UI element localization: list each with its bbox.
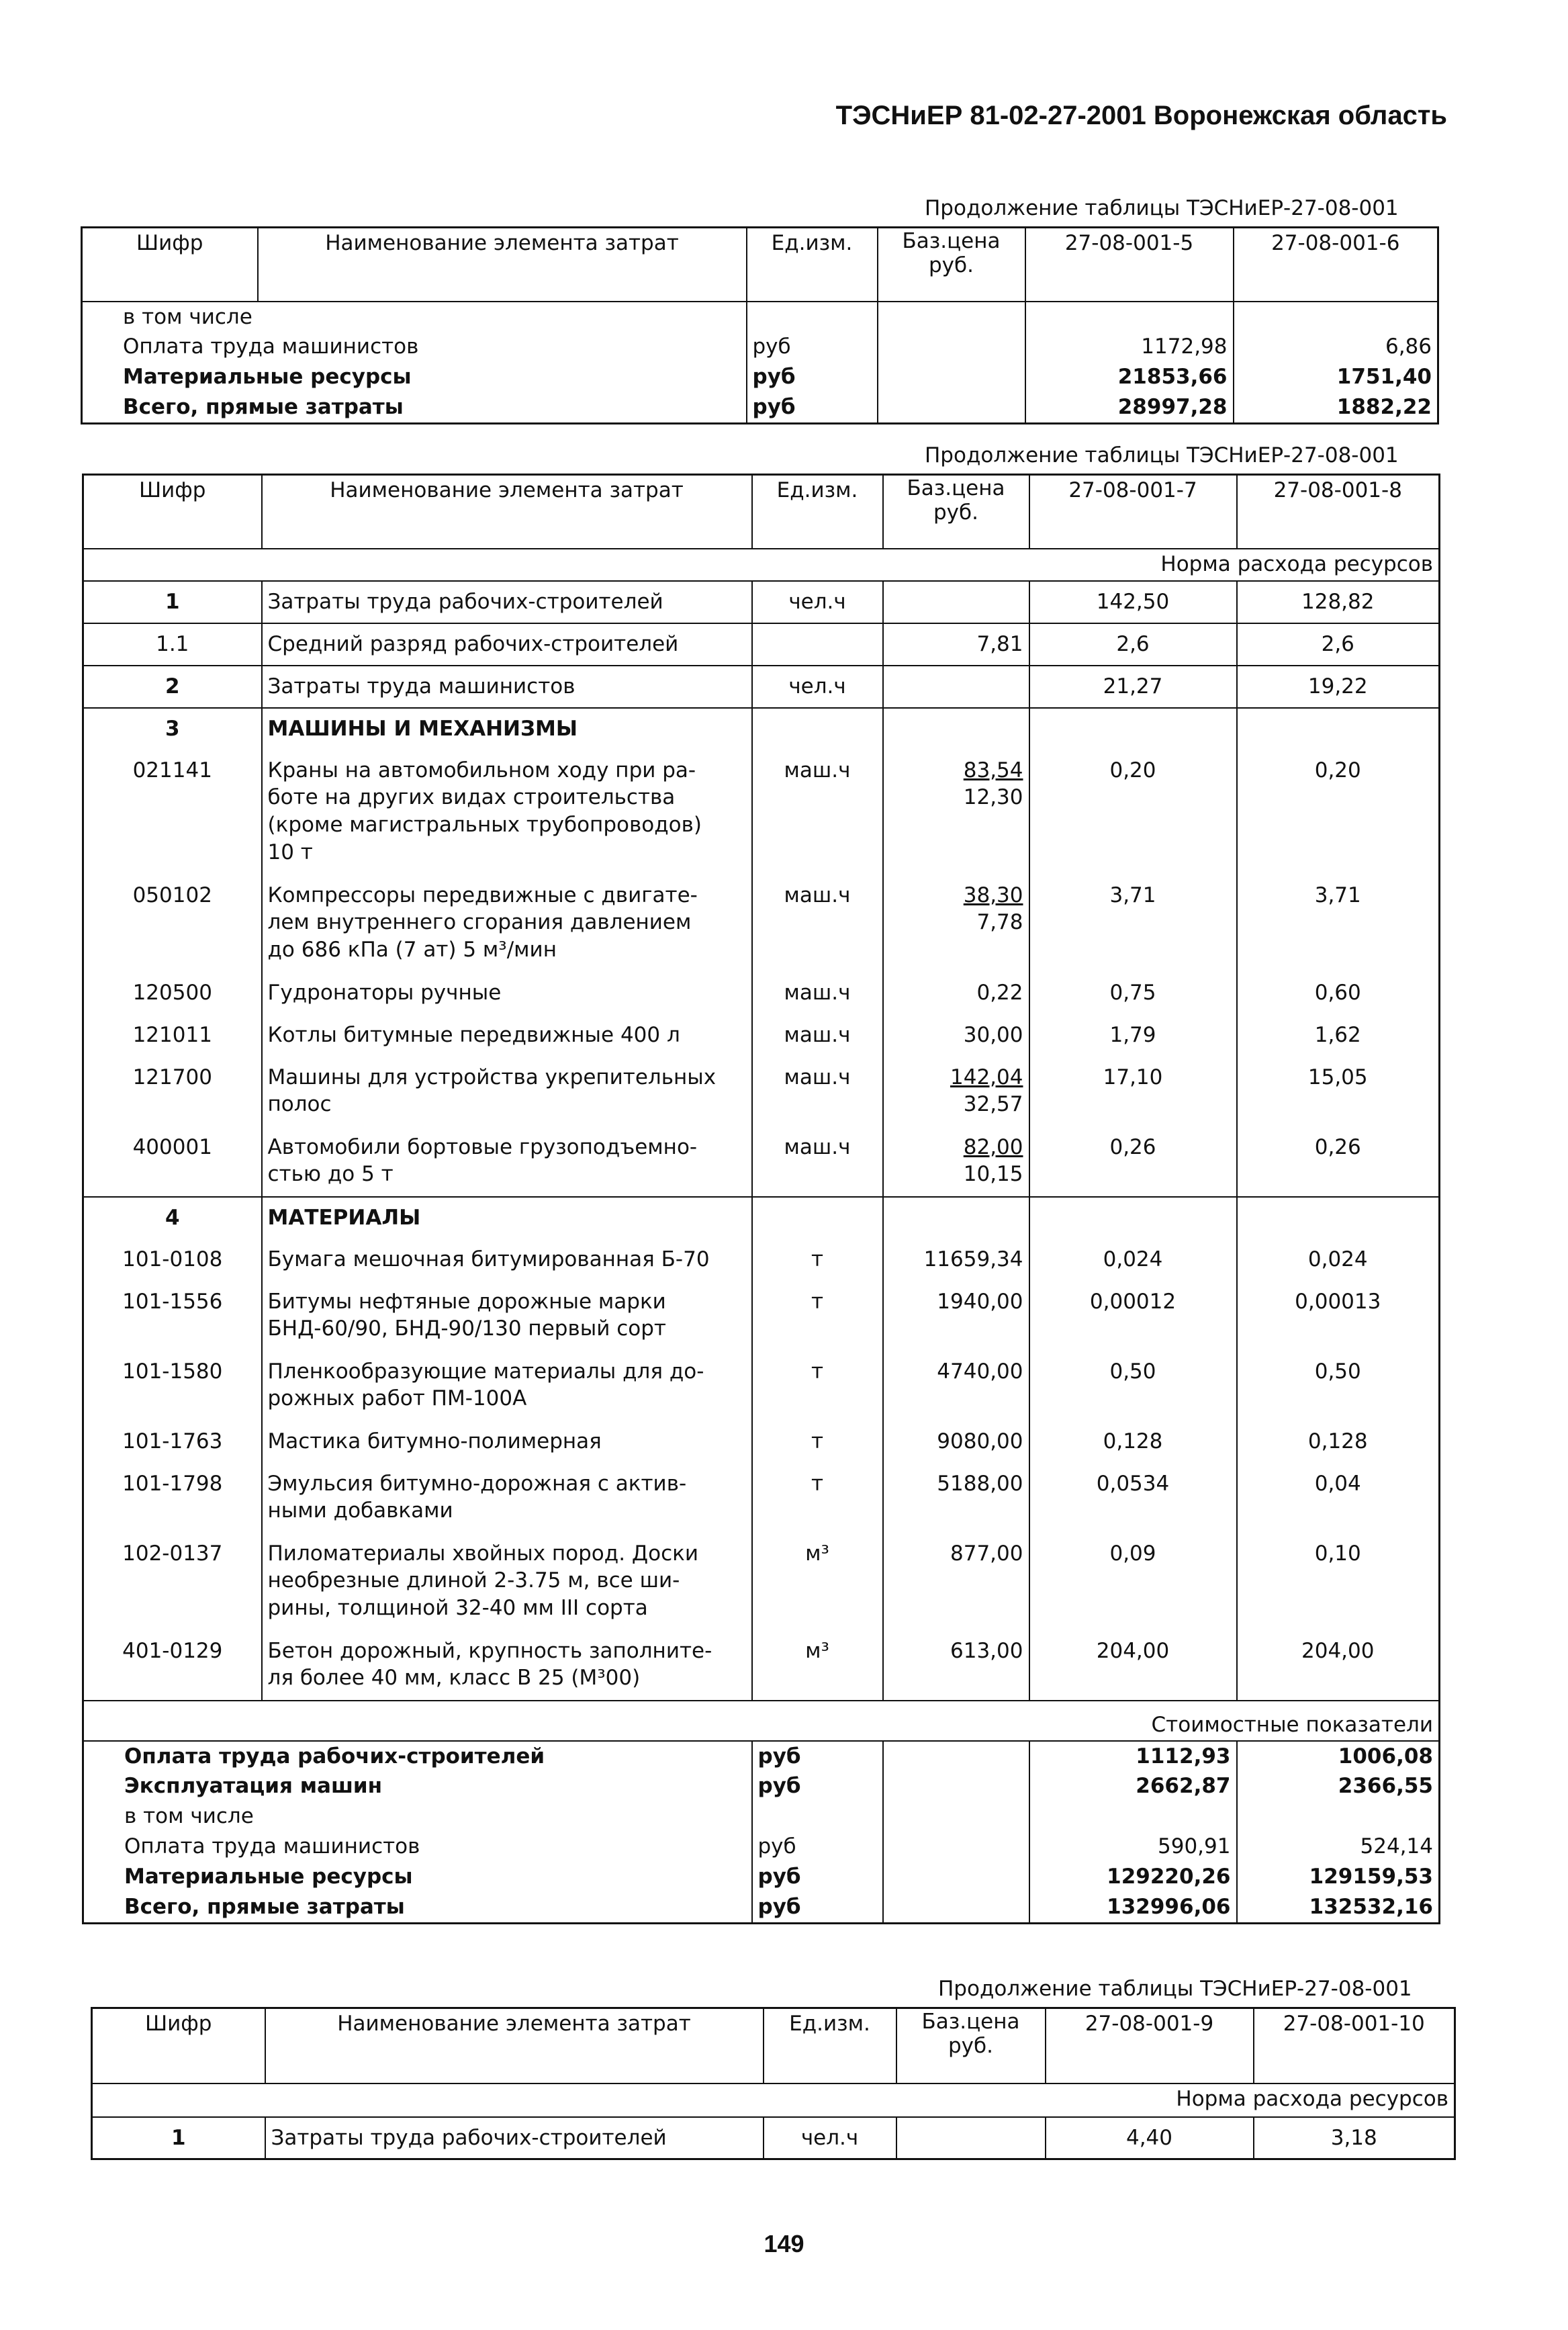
- row-name: Битумы нефтяные дорожные марки БНД-60/90, БНД-90/130 первый сорт: [262, 1282, 752, 1351]
- row-code: 4: [165, 1205, 180, 1230]
- row-code: 050102: [132, 883, 212, 907]
- summary-value-a: [1029, 1801, 1237, 1832]
- row-price: [883, 1127, 1029, 1197]
- row-name: Пленкообразующие материалы для до- рожных работ ПМ-100А: [262, 1351, 752, 1421]
- row-name: Затраты труда рабочих-строителей: [265, 2117, 764, 2159]
- table-row: [83, 750, 1440, 875]
- summary-empty: [883, 1801, 1029, 1832]
- row-value-a: 17,10: [1029, 1057, 1237, 1127]
- row-unit: м³: [752, 1631, 883, 1701]
- row-unit: маш.ч: [752, 1015, 883, 1057]
- summary-unit: руб: [752, 1741, 883, 1772]
- summary-value-a: 132996,06: [1029, 1892, 1237, 1923]
- row-code: 121011: [132, 1022, 212, 1047]
- row-value-b: [1237, 708, 1440, 750]
- table-row: [83, 1015, 1440, 1057]
- row-price: [883, 708, 1029, 750]
- row-price: 7,81: [883, 623, 1029, 666]
- row-unit: чел.ч: [764, 2117, 896, 2159]
- summary-empty: [883, 1862, 1029, 1892]
- row-value-b: 128,82: [1237, 581, 1440, 623]
- row-code: 3: [165, 716, 180, 741]
- col-header-price: Баз.цена руб.: [878, 228, 1025, 302]
- row-unit: чел.ч: [752, 666, 883, 708]
- row-value-b: 3,18: [1254, 2117, 1455, 2159]
- row-unit: т: [752, 1239, 883, 1282]
- col-header-a: 27-08-001-7: [1029, 475, 1237, 549]
- row-name: Машины для устройства укрепительных полос: [262, 1057, 752, 1127]
- row-name: МАТЕРИАЛЫ: [262, 1197, 752, 1239]
- summary-value-b: [1234, 302, 1438, 332]
- price-machine: 83,54: [963, 758, 1023, 782]
- price-machine: 142,04: [950, 1065, 1023, 1089]
- row-value-b: 1,62: [1237, 1015, 1440, 1057]
- row-value-a: [1029, 1197, 1237, 1239]
- row-code: 1.1: [156, 631, 189, 656]
- price-wage: 7,78: [976, 910, 1023, 935]
- col-header-price: Баз.цена руб.: [883, 475, 1029, 549]
- summary-value-a: 129220,26: [1029, 1862, 1237, 1892]
- summary-name: Материальные ресурсы: [124, 1865, 413, 1889]
- row-price: 613,00: [883, 1631, 1029, 1701]
- summary-value-b: [1237, 1801, 1440, 1832]
- summary-unit: руб: [747, 392, 878, 423]
- summary-row: [83, 1741, 1440, 1772]
- row-unit: [752, 708, 883, 750]
- summary-empty: [878, 392, 1025, 423]
- summary-name: Оплата труда машинистов: [123, 334, 419, 359]
- summary-unit: [752, 1801, 883, 1832]
- row-value-a: 21,27: [1029, 666, 1237, 708]
- row-value-b: 0,024: [1237, 1239, 1440, 1282]
- summary-empty: [878, 332, 1025, 362]
- row-value-b: 2,6: [1237, 623, 1440, 666]
- summary-unit: [747, 302, 878, 332]
- row-unit: маш.ч: [752, 875, 883, 973]
- row-value-a: 0,75: [1029, 973, 1237, 1015]
- row-value-b: 0,50: [1237, 1351, 1440, 1421]
- table-row: [83, 1057, 1440, 1127]
- row-name: Автомобили бортовые грузоподъемно- стью до 5 т: [262, 1127, 752, 1197]
- table-row: [83, 1464, 1440, 1533]
- row-value-a: 0,0534: [1029, 1464, 1237, 1533]
- norm-label: Норма расхода ресурсов: [83, 549, 1440, 581]
- row-code: 401-0129: [122, 1638, 223, 1663]
- col-header-b: 27-08-001-6: [1234, 228, 1438, 302]
- summary-row: [83, 1862, 1440, 1892]
- row-code: 121700: [132, 1065, 212, 1089]
- table-row: [83, 875, 1440, 973]
- page-title: ТЭСНиЕР 81-02-27-2001 Воронежская область: [835, 101, 1447, 130]
- summary-value-a: 21853,66: [1025, 362, 1234, 392]
- table-row: [83, 623, 1440, 666]
- row-unit: т: [752, 1351, 883, 1421]
- summary-value-b: 132532,16: [1237, 1892, 1440, 1923]
- row-name: Эмульсия битумно-дорожная с актив- ными добавками: [262, 1464, 752, 1533]
- row-price: [883, 1057, 1029, 1127]
- row-value-b: 0,60: [1237, 973, 1440, 1015]
- row-value-b: 3,71: [1237, 875, 1440, 973]
- row-unit: маш.ч: [752, 973, 883, 1015]
- row-name: Гудронаторы ручные: [262, 973, 752, 1015]
- continuation-label: Продолжение таблицы ТЭСНиЕР-27-08-001: [938, 1977, 1412, 2001]
- table-row: [83, 973, 1440, 1015]
- row-value-a: 2,6: [1029, 623, 1237, 666]
- col-header-unit: Ед.изм.: [747, 228, 878, 302]
- summary-value-b: 1006,08: [1237, 1741, 1440, 1772]
- summary-name: Оплата труда рабочих-строителей: [124, 1744, 545, 1768]
- row-name: Котлы битумные передвижные 400 л: [262, 1015, 752, 1057]
- summary-row: [83, 1832, 1440, 1862]
- summary-unit: руб: [747, 362, 878, 392]
- row-price: 30,00: [883, 1015, 1029, 1057]
- row-code: 101-1798: [122, 1471, 223, 1496]
- row-name: Мастика битумно-полимерная: [262, 1421, 752, 1464]
- col-header-a: 27-08-001-9: [1046, 2008, 1254, 2083]
- row-price: 5188,00: [883, 1464, 1029, 1533]
- row-price: 11659,34: [883, 1239, 1029, 1282]
- table-row: [83, 1421, 1440, 1464]
- summary-unit: руб: [752, 1832, 883, 1862]
- summary-empty: [878, 302, 1025, 332]
- summary-value-a: [1025, 302, 1234, 332]
- row-name: МАШИНЫ И МЕХАНИЗМЫ: [262, 708, 752, 750]
- col-header-unit: Ед.изм.: [752, 475, 883, 549]
- summary-row: [83, 1801, 1440, 1832]
- row-unit: [752, 623, 883, 666]
- row-name: Краны на автомобильном ходу при ра- боте на других видах строительства (кроме магистральных трубопроводов) 10 т: [262, 750, 752, 875]
- table-row: [83, 1533, 1440, 1631]
- table-row: [83, 1282, 1440, 1351]
- row-value-a: 1,79: [1029, 1015, 1237, 1057]
- summary-empty: [883, 1741, 1029, 1772]
- row-value-a: 0,024: [1029, 1239, 1237, 1282]
- continuation-label: Продолжение таблицы ТЭСНиЕР-27-08-001: [925, 443, 1399, 467]
- col-header-a: 27-08-001-5: [1025, 228, 1234, 302]
- price-machine: 38,30: [963, 883, 1023, 907]
- row-unit: [752, 1197, 883, 1239]
- row-code: 102-0137: [122, 1541, 223, 1566]
- summary-unit: руб: [752, 1862, 883, 1892]
- summary-unit: руб: [752, 1892, 883, 1923]
- row-unit: маш.ч: [752, 1127, 883, 1197]
- row-code: 120500: [132, 980, 212, 1005]
- summary-value-b: 6,86: [1234, 332, 1438, 362]
- row-value-b: [1237, 1197, 1440, 1239]
- summary-name: Всего, прямые затраты: [123, 395, 404, 420]
- summary-empty: [883, 1892, 1029, 1923]
- row-value-b: 0,26: [1237, 1127, 1440, 1197]
- row-name: Затраты труда рабочих-строителей: [262, 581, 752, 623]
- summary-value-a: 28997,28: [1025, 392, 1234, 423]
- summary-empty: [883, 1832, 1029, 1862]
- row-unit: маш.ч: [752, 750, 883, 875]
- row-value-b: 0,20: [1237, 750, 1440, 875]
- col-header-b: 27-08-001-10: [1254, 2008, 1455, 2083]
- row-value-b: 204,00: [1237, 1631, 1440, 1701]
- row-price: [883, 581, 1029, 623]
- summary-unit: руб: [752, 1771, 883, 1801]
- row-value-a: 0,50: [1029, 1351, 1237, 1421]
- table-row: [83, 708, 1440, 750]
- row-code: 400001: [132, 1134, 212, 1159]
- row-price: 4740,00: [883, 1351, 1029, 1421]
- col-header-code: Шифр: [92, 2008, 265, 2083]
- row-unit: т: [752, 1421, 883, 1464]
- table-row: [83, 1197, 1440, 1239]
- row-name: Средний разряд рабочих-строителей: [262, 623, 752, 666]
- table-2: [82, 474, 1440, 1924]
- row-price: [883, 875, 1029, 973]
- summary-value-a: 1172,98: [1025, 332, 1234, 362]
- row-name: Бетон дорожный, крупность заполните- ля более 40 мм, класс В 25 (М³00): [262, 1631, 752, 1701]
- row-unit: чел.ч: [752, 581, 883, 623]
- summary-value-b: 129159,53: [1237, 1862, 1440, 1892]
- col-header-price: Баз.цена руб.: [896, 2008, 1046, 2083]
- continuation-label: Продолжение таблицы ТЭСНиЕР-27-08-001: [925, 196, 1399, 220]
- summary-value-b: 2366,55: [1237, 1771, 1440, 1801]
- row-code: 101-1763: [122, 1429, 223, 1453]
- row-unit: маш.ч: [752, 1057, 883, 1127]
- price-wage: 10,15: [963, 1162, 1023, 1187]
- summary-value-b: 1751,40: [1234, 362, 1438, 392]
- row-value-b: 0,00013: [1237, 1282, 1440, 1351]
- row-code: 1: [171, 2125, 186, 2150]
- summary-unit: руб: [747, 332, 878, 362]
- table-row: [83, 666, 1440, 708]
- summary-name: в том числе: [124, 1804, 254, 1829]
- row-unit: т: [752, 1282, 883, 1351]
- row-value-a: 142,50: [1029, 581, 1237, 623]
- col-header-name: Наименование элемента затрат: [258, 228, 747, 302]
- row-code: 021141: [132, 758, 212, 782]
- row-unit: м³: [752, 1533, 883, 1631]
- summary-row: [82, 332, 1438, 362]
- row-value-a: 3,71: [1029, 875, 1237, 973]
- table-row: [83, 1127, 1440, 1197]
- price-machine: 82,00: [963, 1134, 1023, 1159]
- summary-row: [83, 1771, 1440, 1801]
- row-name: Бумага мешочная битумированная Б-70: [262, 1239, 752, 1282]
- summary-name: Всего, прямые затраты: [124, 1895, 405, 1920]
- summary-row: [82, 302, 1438, 332]
- table-row: [83, 1239, 1440, 1282]
- summary-empty: [878, 362, 1025, 392]
- summary-name: Оплата труда машинистов: [124, 1834, 420, 1859]
- summary-row: [82, 392, 1438, 423]
- summary-empty: [883, 1771, 1029, 1801]
- summary-value-b: 1882,22: [1234, 392, 1438, 423]
- row-value-b: 19,22: [1237, 666, 1440, 708]
- col-header-name: Наименование элемента затрат: [262, 475, 752, 549]
- row-price: [896, 2117, 1046, 2159]
- row-price: [883, 750, 1029, 875]
- col-header-code: Шифр: [83, 475, 262, 549]
- row-value-a: 0,00012: [1029, 1282, 1237, 1351]
- row-price: 877,00: [883, 1533, 1029, 1631]
- summary-name: Эксплуатация машин: [124, 1774, 383, 1799]
- summary-row: [83, 1892, 1440, 1923]
- row-value-a: 0,128: [1029, 1421, 1237, 1464]
- row-value-b: 0,10: [1237, 1533, 1440, 1631]
- summary-name: Материальные ресурсы: [123, 365, 412, 390]
- table-1: [81, 226, 1439, 424]
- table-row: [92, 2117, 1455, 2159]
- table-row: [83, 581, 1440, 623]
- row-value-a: 4,40: [1046, 2117, 1254, 2159]
- row-value-b: 15,05: [1237, 1057, 1440, 1127]
- row-code: 2: [165, 674, 180, 699]
- col-header-b: 27-08-001-8: [1237, 475, 1440, 549]
- summary-name: в том числе: [123, 304, 252, 329]
- row-value-a: 0,09: [1029, 1533, 1237, 1631]
- col-header-unit: Ед.изм.: [764, 2008, 896, 2083]
- row-value-b: 0,04: [1237, 1464, 1440, 1533]
- row-price: 1940,00: [883, 1282, 1029, 1351]
- row-value-a: 204,00: [1029, 1631, 1237, 1701]
- row-price: [883, 1197, 1029, 1239]
- table-3: [91, 2007, 1456, 2160]
- row-name: Затраты труда машинистов: [262, 666, 752, 708]
- row-code: 101-1556: [122, 1289, 223, 1314]
- row-name: Пиломатериалы хвойных пород. Доски необрезные длиной 2-3.75 м, все ши- рины, толщиной 32-40 мм III сорта: [262, 1533, 752, 1631]
- row-value-b: 0,128: [1237, 1421, 1440, 1464]
- summary-value-a: 590,91: [1029, 1832, 1237, 1862]
- row-value-a: 0,20: [1029, 750, 1237, 875]
- row-price: 0,22: [883, 973, 1029, 1015]
- summary-value-b: 524,14: [1237, 1832, 1440, 1862]
- row-price: [883, 666, 1029, 708]
- summary-row: [82, 362, 1438, 392]
- row-value-a: [1029, 708, 1237, 750]
- table-row: [83, 1631, 1440, 1701]
- row-name: Компрессоры передвижные с двигате- лем внутреннего сгорания давлением до 686 кПа (7 ат) 5 м³/мин: [262, 875, 752, 973]
- norm-label: Норма расхода ресурсов: [92, 2083, 1455, 2117]
- cost-label: Стоимостные показатели: [83, 1701, 1440, 1741]
- row-code: 101-1580: [122, 1359, 223, 1384]
- row-value-a: 0,26: [1029, 1127, 1237, 1197]
- summary-value-a: 1112,93: [1029, 1741, 1237, 1772]
- row-code: 101-0108: [122, 1247, 223, 1271]
- page-number: 149: [764, 2230, 804, 2257]
- col-header-code: Шифр: [82, 228, 258, 302]
- row-code: 1: [165, 589, 180, 614]
- price-wage: 32,57: [963, 1092, 1023, 1117]
- row-price: 9080,00: [883, 1421, 1029, 1464]
- price-wage: 12,30: [963, 785, 1023, 810]
- summary-value-a: 2662,87: [1029, 1771, 1237, 1801]
- row-unit: т: [752, 1464, 883, 1533]
- table-row: [83, 1351, 1440, 1421]
- col-header-name: Наименование элемента затрат: [265, 2008, 764, 2083]
